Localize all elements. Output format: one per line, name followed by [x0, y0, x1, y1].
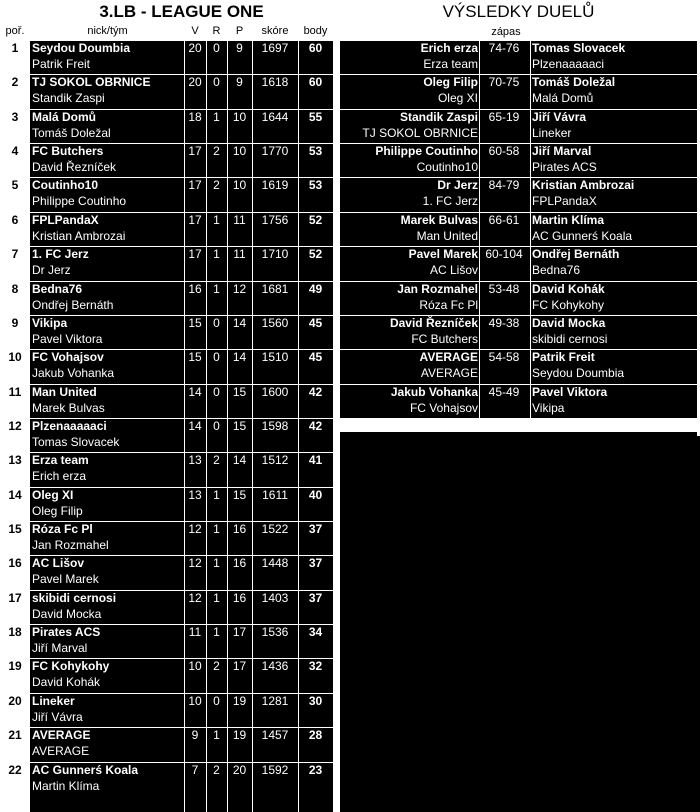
stat-v: 11	[188, 625, 202, 640]
row-separator	[30, 590, 333, 591]
stat-r: 2	[213, 762, 220, 777]
rank-number: 18	[8, 625, 22, 640]
team-name: Vikipa	[32, 315, 68, 330]
stat-points: 53	[308, 144, 323, 159]
stat-r: 1	[213, 281, 220, 296]
lower-right-white	[336, 418, 700, 432]
team-name: FPLPandaX	[32, 212, 99, 227]
rank-number: 8	[11, 281, 19, 296]
manager-name: Pavel Marek	[32, 572, 99, 587]
home-manager: Pavel Marek	[408, 247, 478, 262]
away-team: Vikipa	[532, 400, 565, 415]
row-separator	[30, 143, 333, 144]
rank-number: 14	[8, 487, 22, 502]
duel-row-separator	[340, 143, 697, 144]
duel-row-separator	[340, 177, 697, 178]
rank-number: 19	[8, 659, 22, 674]
stat-points: 37	[308, 556, 323, 571]
stat-p: 9	[236, 75, 243, 90]
stat-points: 37	[308, 522, 323, 537]
duel-row-separator	[340, 246, 697, 247]
manager-name: Jakub Vohanka	[32, 366, 115, 381]
away-manager: David Kohák	[532, 281, 605, 296]
away-manager: Ondřej Bernáth	[532, 247, 620, 262]
away-team: Pirates ACS	[532, 160, 597, 175]
team-name: Plzenaaaaaci	[32, 418, 107, 433]
manager-name: Jiří Marval	[32, 641, 88, 656]
team-name: FC Butchers	[32, 144, 104, 159]
manager-name: David Mocka	[32, 606, 102, 621]
duel-row-separator	[340, 349, 697, 350]
stat-r: 2	[213, 453, 220, 468]
stat-score: 1600	[261, 384, 289, 399]
stat-p: 14	[232, 453, 247, 468]
stat-points: 60	[308, 75, 323, 90]
stat-points: 42	[308, 418, 323, 433]
rank-number: 3	[11, 109, 19, 124]
team-name: Oleg XI	[32, 487, 74, 502]
stat-score: 1770	[261, 144, 289, 159]
team-name: Bedna76	[32, 281, 83, 296]
row-separator	[30, 212, 333, 213]
row-separator	[30, 693, 333, 694]
duels-title: VÝSLEDKY DUELŮ	[442, 2, 595, 21]
stat-v: 18	[188, 109, 202, 124]
stat-r: 0	[213, 693, 220, 708]
stat-score: 1592	[261, 762, 289, 777]
row-separator	[30, 487, 333, 488]
stat-p: 16	[232, 556, 247, 571]
duel-score: 60-58	[488, 144, 520, 159]
stat-r: 0	[213, 315, 220, 330]
manager-name: David Řezníček	[32, 160, 117, 175]
rank-number: 4	[11, 144, 19, 159]
stat-points: 55	[308, 109, 323, 124]
home-manager: Philippe Coutinho	[375, 144, 478, 159]
stat-p: 19	[232, 693, 247, 708]
rank-number: 11	[8, 384, 22, 399]
duel-score: 53-48	[488, 281, 520, 296]
duel-score: 70-75	[488, 75, 520, 90]
stat-score: 1618	[261, 75, 289, 90]
manager-name: Ondřej Bernáth	[32, 297, 114, 312]
stat-v: 13	[188, 487, 202, 502]
row-separator	[30, 315, 333, 316]
stat-points: 34	[308, 625, 323, 640]
row-separator	[30, 555, 333, 556]
duel-row-separator	[340, 212, 697, 213]
stat-r: 0	[213, 418, 220, 433]
row-separator	[30, 452, 333, 453]
away-manager: Jiří Marval	[532, 144, 592, 159]
stat-v: 20	[188, 41, 202, 55]
stat-score: 1536	[261, 625, 289, 640]
duel-row-separator	[340, 74, 697, 75]
header-score: skóre	[261, 25, 289, 37]
home-team: Man United	[416, 228, 478, 243]
manager-name: Tomáš Doležal	[32, 125, 111, 140]
home-manager: Jakub Vohanka	[390, 384, 478, 399]
header-r: R	[212, 25, 221, 37]
stat-v: 9	[191, 728, 199, 743]
stat-v: 15	[188, 350, 202, 365]
stat-points: 28	[308, 728, 323, 743]
home-team: AVERAGE	[420, 366, 478, 381]
stat-p: 9	[236, 41, 243, 55]
column-separator	[298, 40, 299, 812]
away-team: FC Kohykohy	[532, 297, 605, 312]
stat-v: 17	[188, 178, 202, 193]
stat-p: 15	[232, 418, 247, 433]
home-team: FC Butchers	[411, 331, 478, 346]
header-p: P	[235, 25, 244, 37]
stat-r: 1	[213, 109, 220, 124]
home-manager: Erich erza	[420, 41, 478, 55]
stat-v: 12	[188, 590, 202, 605]
header-points: body	[303, 25, 328, 37]
stat-v: 12	[188, 556, 202, 571]
manager-name: Patrik Freit	[32, 57, 91, 71]
team-name: skibidi cernosi	[32, 590, 117, 605]
stat-r: 1	[213, 522, 220, 537]
manager-name: Pavel Viktora	[32, 331, 103, 346]
team-name: Man United	[32, 384, 97, 399]
rank-number: 5	[11, 178, 19, 193]
away-manager: David Mocka	[532, 315, 606, 330]
stat-r: 1	[213, 247, 220, 262]
rank-number: 12	[8, 418, 22, 433]
row-separator	[30, 177, 333, 178]
rank-number: 21	[8, 728, 22, 743]
stat-r: 1	[213, 728, 220, 743]
rank-number: 20	[8, 693, 22, 708]
team-name: FC Vohajsov	[32, 350, 104, 365]
stat-p: 15	[232, 487, 247, 502]
bottom-gap-left	[333, 432, 340, 812]
column-separator	[227, 40, 228, 812]
stat-v: 17	[188, 247, 202, 262]
stat-points: 53	[308, 178, 323, 193]
stat-points: 40	[308, 487, 323, 502]
stat-points: 37	[308, 590, 323, 605]
rank-number: 1	[11, 41, 19, 55]
away-team: Lineker	[532, 125, 572, 140]
stat-score: 1560	[261, 315, 289, 330]
manager-name: Jan Rozmahel	[32, 538, 109, 553]
away-team: Bedna76	[532, 263, 581, 278]
rank-number: 15	[8, 522, 22, 537]
stat-p: 10	[232, 109, 247, 124]
manager-name: Erich erza	[32, 469, 87, 484]
column-separator	[252, 40, 253, 812]
column-separator	[206, 40, 207, 812]
away-team: Plzenaaaaaci	[532, 57, 605, 71]
stat-score: 1598	[261, 418, 289, 433]
stat-p: 19	[232, 728, 247, 743]
row-separator	[30, 727, 333, 728]
column-separator	[184, 40, 185, 812]
stat-v: 17	[188, 212, 202, 227]
manager-name: Tomas Slovacek	[32, 434, 120, 449]
duel-row-separator	[340, 384, 697, 385]
home-manager: David Řezníček	[389, 315, 478, 330]
duel-row-separator	[340, 109, 697, 110]
stat-v: 14	[188, 418, 202, 433]
stat-v: 16	[188, 281, 202, 296]
stat-p: 15	[232, 384, 247, 399]
stat-r: 0	[213, 75, 220, 90]
stat-p: 14	[232, 350, 247, 365]
row-separator	[30, 281, 333, 282]
home-team: Róza Fc Pl	[419, 297, 478, 312]
away-team: skibidi cernosi	[532, 331, 608, 346]
stat-score: 1448	[261, 556, 289, 571]
stat-r: 1	[213, 487, 220, 502]
team-name: Lineker	[32, 693, 75, 708]
league-title: 3.LB - LEAGUE ONE	[99, 2, 264, 21]
row-separator	[30, 246, 333, 247]
home-team: Coutinho10	[416, 160, 478, 175]
duel-score: 60-104	[485, 247, 523, 262]
team-name: Pirates ACS	[32, 625, 101, 640]
stat-r: 0	[213, 384, 220, 399]
stat-p: 11	[233, 212, 246, 227]
rank-number: 16	[8, 556, 22, 571]
manager-name: Standik Zaspi	[32, 91, 105, 106]
team-name: TJ SOKOL OBRNICE	[32, 75, 151, 90]
stat-p: 12	[232, 281, 247, 296]
away-manager: Kristian Ambrozai	[532, 178, 635, 193]
stat-score: 1457	[261, 728, 289, 743]
stat-score: 1522	[261, 522, 289, 537]
stat-p: 10	[232, 144, 247, 159]
team-name: FC Kohykohy	[32, 659, 110, 674]
stat-points: 42	[308, 384, 323, 399]
duel-score: 65-19	[488, 109, 520, 124]
stat-r: 1	[213, 212, 220, 227]
stat-r: 2	[213, 144, 220, 159]
row-separator	[30, 384, 333, 385]
away-manager: Tomas Slovacek	[532, 41, 626, 55]
stat-score: 1403	[261, 590, 289, 605]
duel-column-separator	[530, 40, 531, 418]
stat-points: 49	[308, 281, 323, 296]
stat-score: 1510	[261, 350, 289, 365]
manager-name: AVERAGE	[32, 744, 90, 759]
home-manager: Oleg Filip	[423, 75, 478, 90]
home-manager: Dr Jerz	[437, 178, 478, 193]
stat-score: 1756	[261, 212, 289, 227]
home-manager: Marek Bulvas	[400, 212, 478, 227]
team-name: 1. FC Jerz	[32, 247, 89, 262]
duel-row-separator	[340, 40, 697, 41]
manager-name: Jiří Vávra	[32, 709, 83, 724]
duel-row-separator	[340, 281, 697, 282]
stat-points: 32	[308, 659, 323, 674]
manager-name: Kristian Ambrozai	[32, 228, 126, 243]
row-separator	[30, 658, 333, 659]
away-manager: Jiří Vávra	[532, 109, 587, 124]
home-team: Erza team	[423, 57, 478, 71]
stat-v: 20	[188, 75, 202, 90]
manager-name: Martin Klíma	[32, 778, 100, 793]
stat-score: 1697	[261, 41, 289, 55]
rank-number: 10	[8, 350, 22, 365]
row-separator	[30, 624, 333, 625]
team-name: Seydou Doumbia	[32, 41, 131, 55]
duel-column-separator	[479, 40, 480, 418]
stat-p: 16	[232, 522, 247, 537]
duel-score: 45-49	[488, 384, 520, 399]
stat-score: 1619	[261, 178, 289, 193]
team-name: AVERAGE	[32, 728, 91, 743]
team-name: Coutinho10	[32, 178, 98, 193]
team-name: Erza team	[32, 453, 89, 468]
row-separator	[30, 762, 333, 763]
stat-points: 41	[308, 453, 323, 468]
manager-name: David Kohák	[32, 675, 101, 690]
home-team: FC Vohajsov	[409, 400, 478, 415]
stat-points: 45	[308, 315, 323, 330]
home-team: TJ SOKOL OBRNICE	[362, 125, 478, 140]
middle-gap	[333, 0, 340, 436]
stat-score: 1710	[261, 247, 289, 262]
stat-points: 23	[308, 762, 323, 777]
stat-score: 1644	[261, 109, 289, 124]
home-team: 1. FC Jerz	[422, 194, 478, 209]
home-manager: Standik Zaspi	[399, 109, 478, 124]
manager-name: Philippe Coutinho	[32, 194, 127, 209]
stat-r: 2	[213, 178, 220, 193]
stat-v: 7	[191, 762, 199, 777]
away-team: Seydou Doumbia	[532, 366, 625, 381]
stat-p: 14	[232, 315, 247, 330]
row-separator	[30, 349, 333, 350]
stat-r: 0	[213, 350, 220, 365]
stat-v: 10	[188, 659, 202, 674]
stat-v: 14	[188, 384, 202, 399]
row-separator	[30, 109, 333, 110]
duel-score: 54-58	[488, 350, 520, 365]
duel-score: 66-61	[488, 212, 520, 227]
away-team: Malá Domů	[532, 91, 594, 106]
team-name: Malá Domů	[32, 109, 97, 124]
rank-number: 6	[11, 212, 19, 227]
stat-p: 16	[232, 590, 247, 605]
manager-name: Marek Bulvas	[32, 400, 105, 415]
stat-r: 2	[213, 659, 220, 674]
duel-score: 74-76	[488, 41, 520, 55]
rank-number: 22	[8, 762, 22, 777]
stat-points: 52	[308, 212, 323, 227]
stat-r: 0	[213, 41, 220, 55]
stat-v: 15	[188, 315, 202, 330]
stat-points: 52	[308, 247, 323, 262]
stat-v: 17	[188, 144, 202, 159]
stat-r: 1	[213, 556, 220, 571]
row-separator	[30, 418, 333, 419]
header-rank: poř.	[5, 25, 25, 37]
stat-p: 17	[232, 659, 247, 674]
stat-p: 17	[232, 625, 247, 640]
stat-points: 45	[308, 350, 323, 365]
team-name: AC Lišov	[32, 556, 85, 571]
away-manager: Tomáš Doležal	[532, 75, 616, 90]
stat-p: 20	[232, 762, 247, 777]
header-duel-score: zápas	[491, 26, 521, 38]
stat-score: 1281	[261, 693, 289, 708]
row-separator	[30, 521, 333, 522]
stat-points: 60	[308, 41, 323, 55]
stat-r: 1	[213, 590, 220, 605]
header-nick: nick/tým	[87, 25, 128, 37]
away-team: FPLPandaX	[532, 194, 597, 209]
rank-number: 13	[8, 453, 22, 468]
away-team: AC Gunnerś Koala	[532, 228, 633, 243]
stat-score: 1436	[261, 659, 289, 674]
duel-score: 84-79	[488, 178, 520, 193]
stat-v: 12	[188, 522, 202, 537]
stat-v: 10	[188, 693, 202, 708]
rank-number: 9	[11, 315, 19, 330]
away-manager: Martin Klíma	[532, 212, 605, 227]
duel-row-separator	[340, 315, 697, 316]
away-manager: Patrik Freit	[532, 350, 595, 365]
away-manager: Pavel Viktora	[532, 384, 608, 399]
stat-p: 11	[233, 247, 246, 262]
stat-score: 1512	[261, 453, 289, 468]
manager-name: Dr Jerz	[32, 263, 71, 278]
home-manager: Jan Rozmahel	[397, 281, 478, 296]
stat-p: 10	[232, 178, 247, 193]
team-name: Róza Fc Pl	[32, 522, 93, 537]
duel-score: 49-38	[488, 315, 520, 330]
stat-points: 30	[308, 693, 323, 708]
stat-score: 1611	[262, 487, 288, 502]
home-team: AC Lišov	[429, 263, 478, 278]
home-manager: AVERAGE	[419, 350, 478, 365]
team-name: AC Gunnerś Koala	[32, 762, 139, 777]
stat-v: 13	[188, 453, 202, 468]
row-separator	[30, 40, 333, 41]
rank-number: 7	[11, 247, 19, 262]
stat-score: 1681	[261, 281, 289, 296]
row-separator	[30, 74, 333, 75]
rank-number: 2	[11, 75, 19, 90]
header-v: V	[191, 25, 199, 37]
rank-number: 17	[8, 590, 22, 605]
stat-r: 1	[213, 625, 220, 640]
manager-name: Oleg Filip	[32, 503, 83, 518]
home-team: Oleg XI	[437, 91, 478, 106]
